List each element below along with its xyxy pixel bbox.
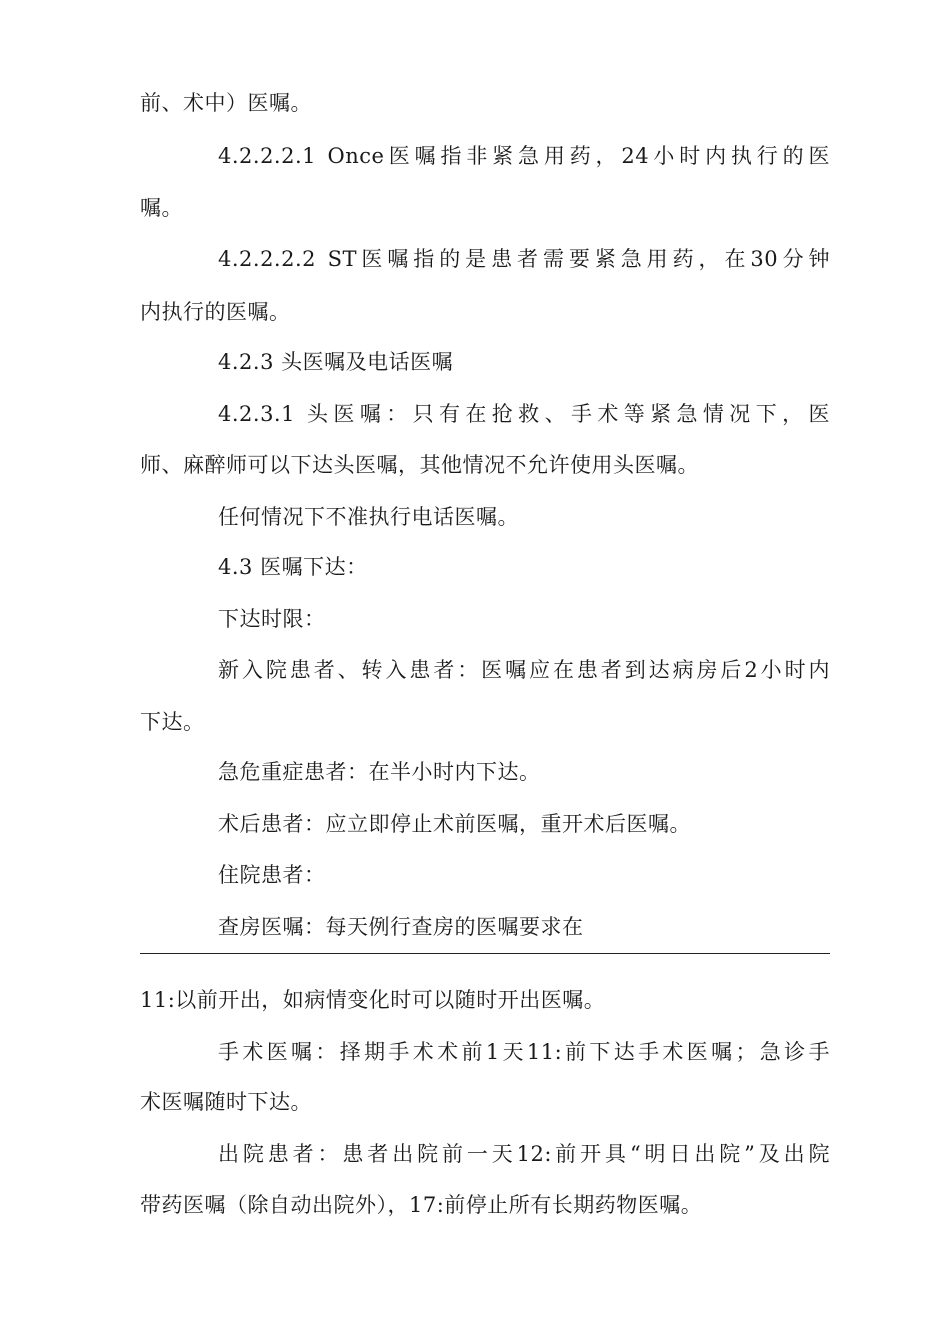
paragraph-line: 出院患者：患者出院前一天12:前开具“明日出院”及出院 xyxy=(218,1142,830,1166)
paragraph-line: 任何情况下不准执行电话医嘱。 xyxy=(218,505,519,529)
paragraph-line: 急危重症患者：在半小时内下达。 xyxy=(218,760,541,784)
paragraph-line: 11:以前开出，如病情变化时可以随时开出医嘱。 xyxy=(140,988,606,1012)
section-heading: 4.2.3 头医嘱及电话医嘱 xyxy=(218,350,454,374)
paragraph-line: 新入院患者、转入患者：医嘱应在患者到达病房后2小时内 xyxy=(218,658,830,682)
paragraph-line: 术后患者：应立即停止术前医嘱，重开术后医嘱。 xyxy=(218,812,691,836)
paragraph-line: 内执行的医嘱。 xyxy=(140,300,291,324)
paragraph-line: 带药医嘱（除自动出院外），17:前停止所有长期药物医嘱。 xyxy=(140,1193,703,1217)
paragraph-line: 4.2.2.2.2 ST医嘱指的是患者需要紧急用药，在30分钟 xyxy=(218,247,830,271)
paragraph-line: 4.2.2.2.1 Once医嘱指非紧急用药，24小时内执行的医 xyxy=(218,144,830,168)
paragraph-line: 师、麻醉师可以下达头医嘱，其他情况不允许使用头医嘱。 xyxy=(140,453,699,477)
paragraph-line: 嘱。 xyxy=(140,196,183,220)
section-heading: 4.3 医嘱下达： xyxy=(218,555,368,579)
paragraph-line: 住院患者： xyxy=(218,863,326,887)
paragraph-line: 前、术中）医嘱。 xyxy=(140,91,312,115)
paragraph-line: 术医嘱随时下达。 xyxy=(140,1090,312,1114)
horizontal-divider xyxy=(140,953,830,954)
paragraph-line: 手术医嘱：择期手术术前1天11:前下达手术医嘱；急诊手 xyxy=(218,1040,830,1064)
paragraph-line: 查房医嘱：每天例行查房的医嘱要求在 xyxy=(218,915,584,939)
paragraph-line: 下达。 xyxy=(140,710,205,734)
paragraph-line: 下达时限： xyxy=(218,607,326,631)
paragraph-line: 4.2.3.1 头医嘱：只有在抢救、手术等紧急情况下，医 xyxy=(218,402,830,426)
